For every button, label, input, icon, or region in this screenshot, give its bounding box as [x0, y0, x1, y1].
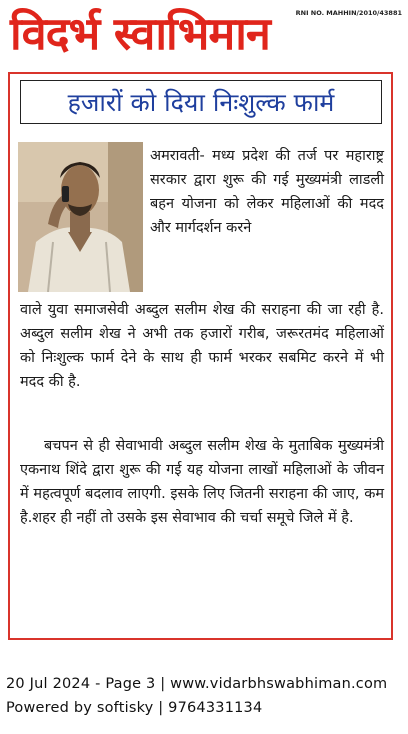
headline: हजारों को दिया निःशुल्क फार्म: [67, 88, 335, 117]
article-lede: अमरावती- मध्य प्रदेश की तर्ज पर महाराष्ट्र सरकार द्वारा शुरू की गई मुख्यमंत्री लाडली बहन योजना को लेकर महिलाओं की मदद और मार्गदर्शन करने: [150, 148, 384, 236]
masthead: [0, 0, 408, 70]
portrait-photo: [18, 142, 143, 292]
footer-date-page-site: 20 Jul 2024 - Page 3 | www.vidarbhswabhiman.com: [6, 676, 388, 692]
footer-powered-by: Powered by softisky | 9764331134: [6, 700, 263, 716]
masthead-title: विदर्भ स्वाभिमान: [10, 7, 270, 60]
article-paragraph-1: वाले युवा समाजसेवी अब्दुल सलीम शेख की सराहना की जा रही है. अब्दुल सलीम शेख ने अभी तक हजारों गरीब, जरूरतमंद महिलाओं को निःशुल्क फार्म देने के साथ ही फार्म भरकर सबमिट करने में भी मदद की है.: [20, 302, 384, 390]
article-paragraph-2: बचपन से ही सेवाभावी अब्दुल सलीम शेख के मुताबिक मुख्यमंत्री एकनाथ शिंदे द्वारा शुरू की गई यह योजना लाखों महिलाओं के जीवन में महत्वपूर्ण बदलाव लाएगी. इसके लिए जितनी सराहना की जाए, कम है.शहर ही नहीं तो उसके इस सेवाभाव की चर्चा समूचे जिले में है.: [20, 438, 384, 526]
rni-number: RNI NO. MAHHIN/2010/43881: [295, 9, 402, 17]
headline-box: [20, 80, 382, 124]
article-frame: [8, 72, 393, 640]
portrait-image: [18, 142, 143, 292]
